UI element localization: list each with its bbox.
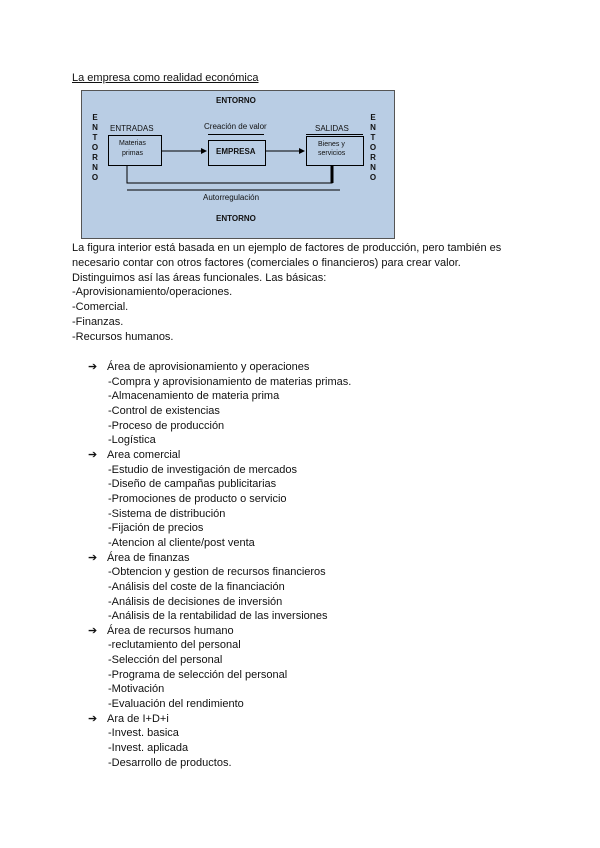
list-item: -Invest. basica	[108, 727, 179, 740]
list-item: -reclutamiento del personal	[108, 639, 241, 652]
list-item: -Sistema de distribución	[108, 507, 226, 520]
area-recursos-humanos	[88, 624, 351, 639]
bienes-label: Bienes y	[318, 141, 345, 148]
arrow-icon: ➔	[88, 712, 98, 725]
list-item: -Control de existencias	[108, 404, 220, 417]
intro-paragraph	[72, 241, 542, 345]
paragraph-line: La figura interior está basada en un ejemplo de factores de producción, pero también es	[72, 242, 502, 254]
functional-areas-list	[88, 360, 351, 770]
list-item: -Proceso de producción	[108, 419, 225, 432]
arrow-icon: ➔	[88, 624, 98, 637]
entradas-to-empresa-arrowhead	[201, 148, 207, 154]
list-item: -Evaluación del rendimiento	[108, 698, 244, 711]
materias-label: Materias	[119, 140, 146, 147]
list-item: -Desarrollo de productos.	[108, 756, 232, 769]
entorno-top-label: ENTORNO	[216, 96, 256, 105]
area-title: Ara de I+D+i	[107, 712, 169, 725]
paragraph-line: -Recursos humanos.	[72, 330, 174, 343]
entorno-right-vertical: E N T O R N O	[369, 113, 377, 182]
paragraph-line: -Comercial.	[72, 301, 129, 314]
area-title: Area comercial	[107, 448, 181, 461]
list-item: -Compra y aprovisionamiento de materias primas.	[108, 375, 352, 388]
list-item: -Análisis de decisiones de inversión	[108, 595, 283, 608]
list-item: -Motivación	[108, 683, 165, 696]
paragraph-line: -Aprovisionamiento/operaciones.	[72, 286, 233, 299]
creacion-valor-label: Creación de valor	[204, 122, 267, 131]
list-item: -Programa de selección del personal	[108, 668, 288, 681]
autorregulacion-label: Autorregulación	[203, 193, 260, 202]
arrow-icon: ➔	[88, 551, 98, 564]
paragraph-line: necesario contar con otros factores (comerciales o financieros) para crear valor.	[72, 256, 461, 269]
area-comercial	[88, 448, 351, 463]
list-item: -Logística	[108, 434, 156, 447]
economic-reality-diagram	[81, 90, 395, 239]
area-title: Área de aprovisionamiento y operaciones	[107, 361, 310, 373]
list-item: -Diseño de campañas publicitarias	[108, 478, 277, 491]
servicios-label: servicios	[318, 150, 346, 157]
arrow-icon: ➔	[88, 361, 98, 373]
area-aprovisionamiento	[88, 360, 351, 375]
area-idi	[88, 712, 351, 727]
area-title: Área de finanzas	[107, 551, 190, 564]
primas-label: primas	[122, 150, 144, 157]
entorno-left-vertical: E N T O R N O	[91, 113, 99, 182]
empresa-label: EMPRESA	[216, 147, 256, 156]
empresa-to-salidas-arrowhead	[299, 148, 305, 154]
list-item: -Análisis de la rentabilidad de las inversiones	[108, 610, 328, 623]
list-item: -Atencion al cliente/post venta	[108, 536, 255, 549]
list-item: -Obtencion y gestion de recursos financieros	[108, 566, 326, 579]
list-item: -Almacenamiento de materia prima	[108, 390, 280, 403]
list-item: -Estudio de investigación de mercados	[108, 463, 297, 476]
list-item: -Selección del personal	[108, 654, 223, 667]
entradas-label: ENTRADAS	[110, 124, 154, 133]
list-item: -Promociones de producto o servicio	[108, 492, 287, 505]
entorno-bottom-label: ENTORNO	[216, 214, 256, 223]
list-item: -Análisis del coste de la financiación	[108, 580, 285, 593]
area-finanzas	[88, 551, 351, 566]
salidas-label: SALIDAS	[315, 124, 349, 133]
list-item: -Fijación de precios	[108, 522, 204, 535]
paragraph-line: Distinguimos así las áreas funcionales. Las básicas:	[72, 271, 327, 284]
document-title: La empresa como realidad económica	[72, 72, 259, 84]
feedback-loop-line	[127, 165, 332, 183]
arrow-icon: ➔	[88, 448, 98, 461]
area-title: Área de recursos humano	[107, 624, 234, 637]
list-item: -Invest. aplicada	[108, 742, 189, 755]
paragraph-line: -Finanzas.	[72, 315, 124, 328]
